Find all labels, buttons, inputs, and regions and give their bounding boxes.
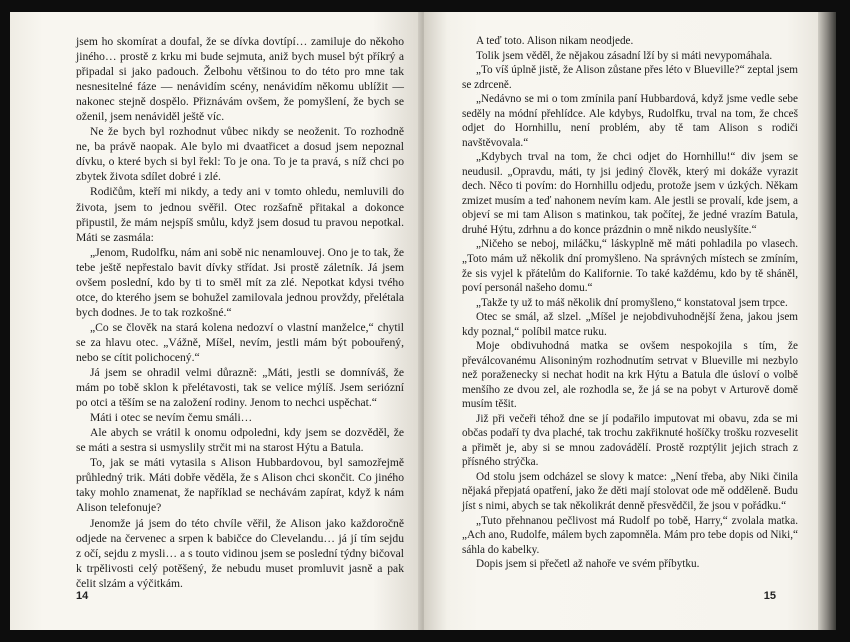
right-page-text <box>462 34 798 572</box>
paragraph: Již při večeři téhož dne se jí podařilo imputovat mi obavu, zda se mi občas podaří ty dva plaché, tak trochu zakřiknuté hošíčky trošku rozveselit a přimět je, aby si se mnou zadovádělí. Prostě rozptýlit jejich strach z přísného strýčka. <box>462 412 798 469</box>
paragraph: Dopis jsem si přečetl až nahoře ve svém příbytku. <box>476 558 700 571</box>
paragraph: Tolik jsem věděl, že nějakou zásadní lží by si máti nevypomáhala. <box>476 49 773 62</box>
paragraph: „Takže ty už to máš několik dní promyšleno,“ konstatoval jsem trpce. <box>476 296 788 309</box>
paragraph: Ale abych se vrátil k onomu odpoledni, kdy jsem se dozvěděl, že se máti a sestra si usmyslily strčit mi na starost Hýtu a Batula. <box>76 426 404 455</box>
paragraph: Rodičům, kteří mi nikdy, a tedy ani v tomto ohledu, nemluvili do života, jsem to jednou svěřil. Otec rozšafně přitakal a dokonce připustil, že mám nejspíš smůlu, když jsem dosud tu pravou nepotkal. Máti se zasmála: <box>76 185 404 244</box>
paragraph: Já jsem se ohradil velmi důrazně: „Máti, jestli se domníváš, že mám po tobě sklon k přelétavosti, tak se velice mýlíš. Jsem seriózní po otci a těším se na založení rodiny. Jenom to nechci uspěchat.“ <box>76 366 404 410</box>
right-page <box>424 12 818 630</box>
page-number-right: 15 <box>763 590 776 602</box>
paragraph: „Jenom, Rudolfku, nám ani sobě nic nenamlouvej. Ono je to tak, že tebe ještě nepřestalo bavit dívky střídat. Jsi prostě záletník. Já jsem ovšem poslední, kdo by ti to směl mít za zlé. Nepotkat kdysi tvého otce, do kterého jsem se bohužel zamilovala jednou provždy, přelétala bych dodnes. Je to tak rozkošné.“ <box>76 245 404 319</box>
paragraph: „To víš úplně jistě, že Alison zůstane přes léto v Blueville?“ zeptal jsem se zdrceně. <box>462 64 799 91</box>
paragraph: Máti i otec se nevím čemu smáli… <box>90 411 253 425</box>
paragraph: Od stolu jsem odcházel se slovy k matce: „Není třeba, aby Niki činila nějaká přepjatá opatření, jako že děti mají stolovat ode mě odděleně. Budu jíst s nimi, abych se tak několikrát denně přesvědčil, že jsou v pořádku.“ <box>462 470 798 512</box>
paragraph: Jenomže já jsem do této chvíle věřil, že Alison jako každoročně odjede na červenec a srpen k babičce do Clevelandu… já jí tím sejdu z očí, sejdu z mysli… a s touto vidinou jsem se poslední týdny bičoval k trpělivosti celý potěšený, že nebudu muset promluvit jasně a pak čelit slzám a výčitkám. <box>76 516 404 590</box>
paragraph: „Nedávno se mi o tom zmínila paní Hubbardová, když jsme vedle sebe seděly na módní přehlídce. Ale kdybys, Rudolfku, trval na tom, že chceš odjet do Hornhillu, není problém, aby tě tam Alison s rodiči navštěvovala.“ <box>462 93 798 149</box>
page-number-left: 14 <box>76 590 89 602</box>
paragraph: „Kdybych trval na tom, že chci odjet do Hornhillu!“ div jsem se neudusil. „Opravdu, máti, ty jsi jediný člověk, který mi dokáže vyrazit dech. Něco ti povím: do Hornhillu odjedu, protože jsem v úzkých. Někam zmizet musím a teď nahonem nevím kam. Ale jestli se provalí, kde jsem, a objeví se mi tam Alison s matinkou, tak počítej, že jedné vrazím Batula, druhé Hýtu, zdrhnu a do konce prázdnin o mně nikdo neuslyšíte.“ <box>462 151 798 236</box>
left-page <box>10 12 422 630</box>
paragraph: „Tuto přehnanou pečlivost má Rudolf po tobě, Harry,“ zvolala matka. „Ach ano, Rudolfe, málem bych zapomněla. Mám pro tebe dopis od Niki,“ sáhla do kabelky. <box>462 514 798 556</box>
paragraph: Moje obdivuhodná matka se ovšem nespokojila s tím, že převálcovanému Alisoniným rozhodnutím setrvat v Blueville mi nezbylo než poraženecky si nechat hodit na krk Hýtu a Batula dle úsloví o volbě menšího ze dvou zel, ale rozhodla se, že já se na pobyt v Arturově domě musím těšit. <box>462 340 798 411</box>
paragraph: A teď toto. Alison nikam neodjede. <box>476 35 634 47</box>
paragraph: Ne že bych byl rozhodnut vůbec nikdy se neoženit. To rozhodně ne, ba právě naopak. Ale bylo mi dvaatřicet a dosud jsem nepoznal dívku, o které bych si byl řekl: To je ona. To je ta pravá, s níž chci po zbytek života sdílet dobré i zlé. <box>76 125 404 184</box>
paragraph: jsem ho skomírat a doufal, že se dívka dovtípí… zamiluje do někoho jiného… prostě z krku mi bude sejmuta, aniž bych musel být příkrý a připadal si jako padouch. Želbohu většinou to do této pro mne tak nesnesitelné fáze — nenávidím scény, nenávidím někomu ublížit — nakonec stejně dospělo. Přiznávám ovšem, že pomyšlení, že bych se oženil, jsem nenáviděl ještě víc. <box>76 35 404 124</box>
left-page-text <box>76 34 404 591</box>
page-edge-shadow <box>818 12 836 630</box>
paragraph: „Co se člověk na stará kolena nedozví o vlastní manželce,“ chytil se za hlavu otec. „Vážně, Míšel, nevím, jestli mám být pobouřený, nebo se cítit polichocený.“ <box>76 320 404 364</box>
paragraph: Otec se smál, až slzel. „Míšel je nejobdivuhodnější žena, jakou jsem kdy poznal,“ políbil matce ruku. <box>462 311 798 338</box>
book-spread <box>4 4 846 638</box>
paragraph: To, jak se máti vytasila s Alison Hubbardovou, byl samozřejmě průhledný trik. Máti dobře věděla, že s Alison chci skončit. Co jiného taky mohlo znamenat, že například se nechávám zapírat, když k nám Alison telefonuje? <box>76 456 404 515</box>
paragraph: „Ničeho se neboj, miláčku,“ láskyplně mě máti pohladila po vlasech. „Toto mám už několik dní promyšleno. Na správných místech se zmíním, že sis vyjel k přátelům do Kalifornie. To také každému, kdo by tě sháněl, poví personál našeho domu.“ <box>462 238 798 295</box>
